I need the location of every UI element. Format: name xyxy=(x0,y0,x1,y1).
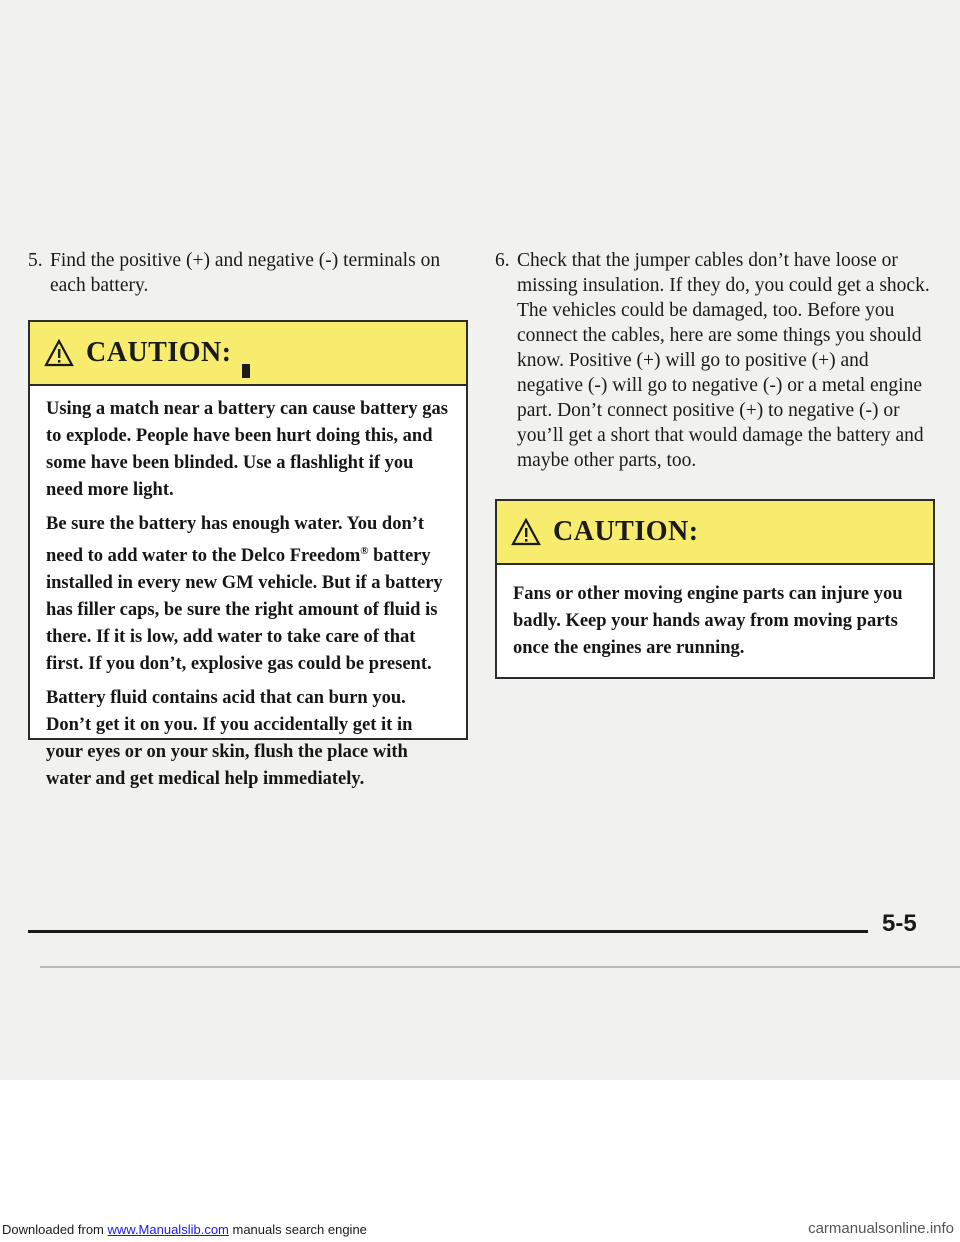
caution-box-battery xyxy=(28,320,468,790)
page-number: 5-5 xyxy=(882,910,917,937)
scan-mark xyxy=(242,364,250,378)
caution-paragraph: Fans or other moving engine parts can injure you badly. Keep your hands away from moving parts once the engines are running. xyxy=(513,584,903,658)
step-number: 6. xyxy=(495,250,510,271)
warning-triangle-icon xyxy=(511,518,541,546)
caution-box-fans xyxy=(495,499,935,679)
watermark: carmanualsonline.info xyxy=(808,1220,954,1237)
right-column xyxy=(495,248,935,679)
registered-mark: ® xyxy=(360,545,369,557)
manualslib-link[interactable]: www.Manualslib.com xyxy=(107,1222,229,1237)
caution-header xyxy=(30,322,466,386)
caution-paragraph: Battery fluid contains acid that can burn you. Don’t get it on you. If you accidentally get it in your eyes or on your skin, flush the place with water and get medical help immediately. xyxy=(46,688,413,790)
footer-rule xyxy=(28,930,868,933)
caution-body xyxy=(30,386,466,812)
caution-paragraph-freedom: Be sure the battery has enough water. You don’t need to add water to the Delco Freedom® battery installed in every new GM vehicle. But if a battery has filler caps, be sure the right amount of fluid is there. If it is low, add water to take care of that first. If you don’t, explosive gas could be present. xyxy=(46,514,443,675)
step-6 xyxy=(495,248,935,473)
step-text: Find the positive (+) and negative (-) terminals on each battery. xyxy=(50,250,441,296)
step-number: 5. xyxy=(28,250,43,271)
caution-body xyxy=(497,565,933,681)
download-credit: Downloaded from www.Manualslib.com manuals search engine xyxy=(2,1222,367,1237)
caution-title: CAUTION: xyxy=(553,516,699,547)
footer-divider xyxy=(40,966,960,968)
left-column xyxy=(28,248,468,790)
caution-header xyxy=(497,501,933,565)
warning-triangle-icon xyxy=(44,339,74,367)
caution-paragraph: Using a match near a battery can cause battery gas to explode. People have been hurt doing this, and some have been blinded. Use a flashlight if you need more light. xyxy=(46,399,448,500)
step-5 xyxy=(28,248,468,298)
caution-title: CAUTION: xyxy=(86,337,232,368)
step-text: Check that the jumper cables don’t have loose or missing insulation. If they do, you could get a shock. The vehicles could be damaged, too. Before you connect the cables, here are some things you should know. Positive (+) will go to positive (+) and negative (-) will go to negative (-) or a metal engine part. Don’t connect positive (+) to negative (-) or you’ll get a short that would damage the battery and maybe other parts, too. xyxy=(517,250,930,471)
